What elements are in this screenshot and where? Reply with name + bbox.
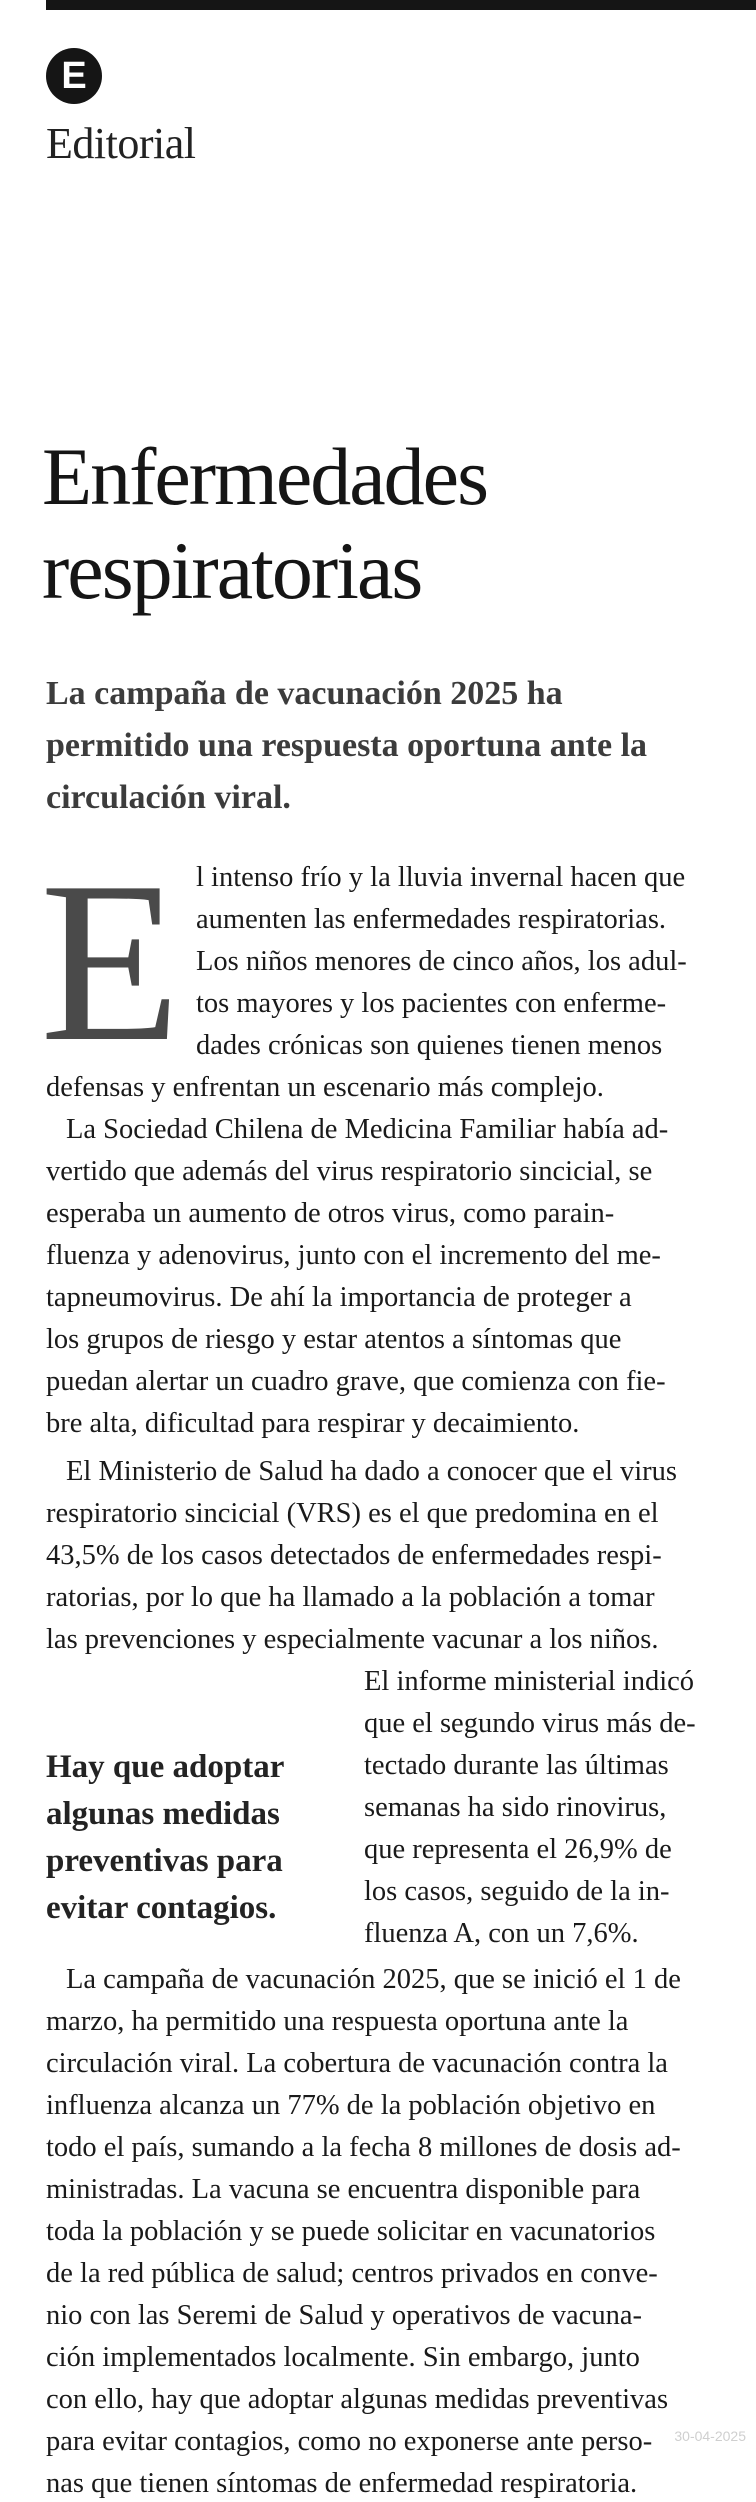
deck-line: circulación viral. — [46, 779, 291, 816]
deck-line: La campaña de vacunación 2025 ha — [46, 675, 563, 712]
deck — [46, 668, 726, 824]
body-line: circulación viral. La cobertura de vacunación contra la — [46, 2048, 668, 2079]
pull-quote-line: algunas medidas — [46, 1796, 280, 1832]
body-line: 43,5% de los casos detectados de enfermedades respi- — [46, 1540, 662, 1571]
body-line: las prevenciones y especialmente vacunar a los niños. — [46, 1624, 659, 1655]
body-line: los casos, seguido de la in- — [364, 1876, 670, 1907]
body-line: semanas ha sido rinovirus, — [364, 1792, 667, 1823]
body-line: que el segundo virus más de- — [364, 1708, 696, 1739]
body-line: El Ministerio de Salud ha dado a conocer que el virus — [66, 1456, 677, 1487]
body-line: para evitar contagios, como no exponerse ante perso- — [46, 2426, 653, 2457]
body-line: respiratorio sincicial (VRS) es el que predomina en el — [46, 1498, 659, 1529]
pull-quote-line: Hay que adoptar — [46, 1749, 285, 1785]
body-line: ministradas. La vacuna se encuentra disponible para — [46, 2174, 641, 2205]
body-line: tectado durante las últimas — [364, 1750, 669, 1781]
body-line: puedan alertar un cuadro grave, que comienza con fie- — [46, 1366, 666, 1397]
drop-cap: E — [40, 834, 181, 1089]
body-line: La Sociedad Chilena de Medicina Familiar había ad- — [66, 1114, 669, 1145]
body-line: nio con las Seremi de Salud y operativos de vacuna- — [46, 2300, 642, 2331]
body-line: ción implementados localmente. Sin embargo, junto — [46, 2342, 640, 2373]
body-line: La campaña de vacunación 2025, que se inició el 1 de — [66, 1964, 681, 1995]
body-line: que representa el 26,9% de — [364, 1834, 672, 1865]
body-line: vertido que además del virus respiratorio sincicial, se — [46, 1156, 653, 1187]
body-line: Los niños menores de cinco años, los adul- — [196, 946, 687, 977]
body-line: influenza alcanza un 77% de la población objetivo en — [46, 2090, 656, 2121]
pull-quote — [46, 1744, 366, 1932]
body-line: aumenten las enfermedades respiratorias. — [196, 904, 667, 935]
body-line: con ello, hay que adoptar algunas medidas preventivas — [46, 2384, 669, 2415]
pull-quote-line: evitar contagios. — [46, 1890, 277, 1926]
body-line: fluenza y adenovirus, junto con el incremento del me- — [46, 1240, 661, 1271]
deck-line: permitido una respuesta oportuna ante la — [46, 727, 648, 764]
headline-line: Enfermedades — [42, 431, 487, 522]
body-line: dades crónicas son quienes tienen menos — [196, 1030, 663, 1061]
section-label: Editorial — [46, 119, 196, 168]
body-line: defensas y enfrentan un escenario más complejo. — [46, 1072, 604, 1103]
editorial-badge-icon: E — [46, 48, 102, 104]
body-line: nas que tienen síntomas de enfermedad respiratoria. — [46, 2468, 638, 2499]
body-line: todo el país, sumando a la fecha 8 millones de dosis ad- — [46, 2132, 681, 2163]
body-line: ratorias, por lo que ha llamado a la población a tomar — [46, 1582, 655, 1613]
body-line: marzo, ha permitido una respuesta oportuna ante la — [46, 2006, 629, 2037]
body-line: tos mayores y los pacientes con enferme- — [196, 988, 667, 1019]
body-line: los grupos de riesgo y estar atentos a síntomas que — [46, 1324, 622, 1355]
body-line: esperaba un aumento de otros virus, como parain- — [46, 1198, 615, 1229]
watermark: 30-04-2025 — [674, 2428, 746, 2444]
headline — [42, 430, 732, 618]
body-line: l intenso frío y la lluvia invernal hacen que — [196, 862, 686, 893]
body-line: fluenza A, con un 7,6%. — [364, 1918, 639, 1949]
body-line: El informe ministerial indicó — [364, 1666, 695, 1697]
pull-quote-line: preventivas para — [46, 1843, 283, 1879]
body-line: de la red pública de salud; centros privados en conve- — [46, 2258, 658, 2289]
top-rule — [46, 0, 756, 10]
body-line: bre alta, dificultad para respirar y decaimiento. — [46, 1408, 580, 1439]
headline-line: respiratorias — [42, 525, 422, 616]
body-line: tapneumovirus. De ahí la importancia de proteger a — [46, 1282, 632, 1313]
body-line: toda la población y se puede solicitar en vacunatorios — [46, 2216, 656, 2247]
